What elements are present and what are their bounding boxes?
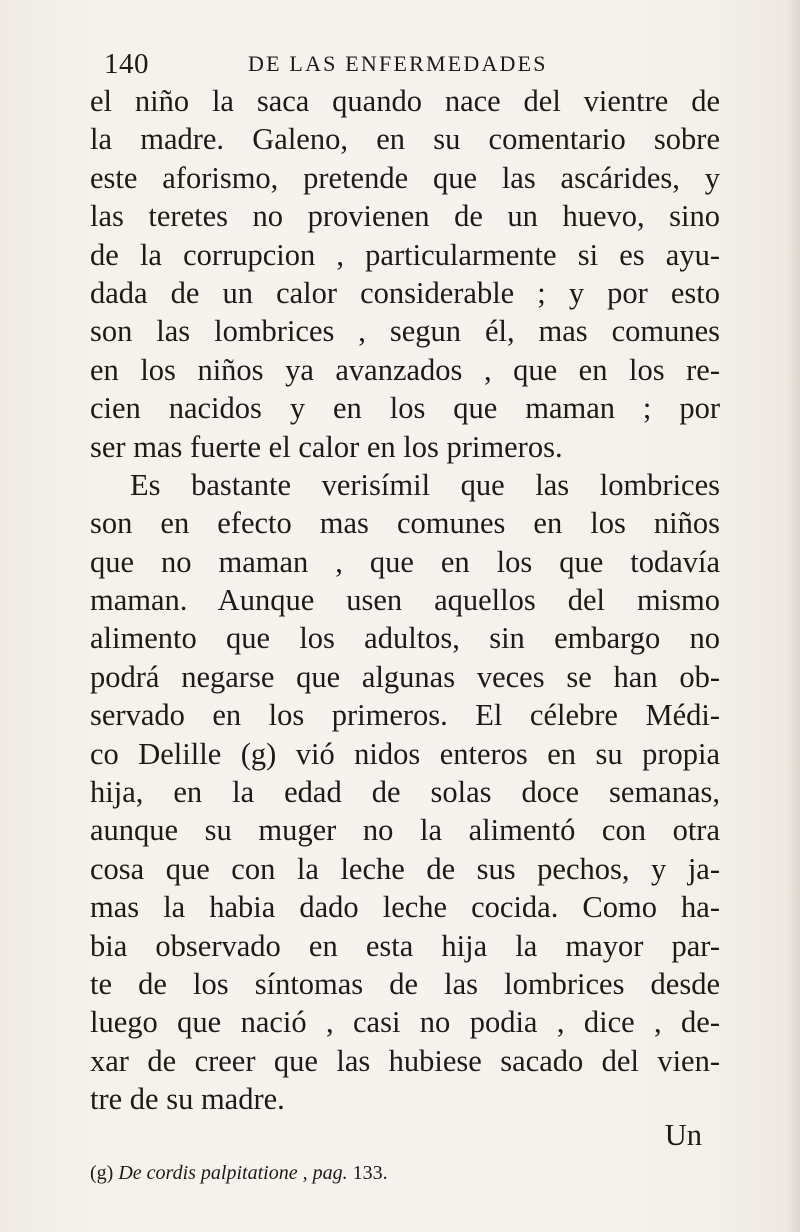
text-line: son en efecto mas comunes en los niños — [90, 506, 720, 541]
text-line: mas la habia dado leche cocida. Como ha- — [90, 890, 720, 925]
text-line: xar de creer que las hubiese sacado del vien- — [90, 1043, 720, 1078]
body-text — [90, 82, 720, 1119]
text-line: tre de su madre. — [90, 1082, 285, 1117]
text-line: aunque su muger no la alimentó con otra — [90, 813, 720, 848]
text-line: co Delille (g) vió nidos enteros en su propia — [90, 736, 720, 771]
text-line: alimento que los adultos, sin embargo no — [90, 621, 720, 656]
text-line: ser mas fuerte el calor en los primeros. — [90, 429, 563, 464]
text-line: son las lombrices , segun él, mas comunes — [90, 314, 720, 349]
text-line: que no maman , que en los que todavía — [90, 544, 720, 579]
text-line: cien nacidos y en los que maman ; por — [90, 391, 720, 426]
text-line: el niño la saca quando nace del vientre de — [90, 84, 720, 118]
text-line: hija, en la edad de solas doce semanas, — [90, 775, 720, 810]
text-line: podrá negarse que algunas veces se han ob- — [90, 659, 720, 694]
text-line: servado en los primeros. El célebre Médi- — [90, 698, 720, 733]
text-line: las teretes no provienen de un huevo, sino — [90, 199, 720, 234]
footnote-page: 133. — [352, 1162, 388, 1184]
catchword: Un — [664, 1118, 702, 1152]
page-number: 140 — [104, 48, 149, 80]
text-line: de la corrupcion , particularmente si es ayu- — [90, 237, 720, 272]
text-line: maman. Aunque usen aquellos del mismo — [90, 583, 720, 618]
text-line: Es bastante verisímil que las lombrices — [130, 467, 720, 502]
running-title: DE LAS ENFERMEDADES — [248, 51, 548, 76]
text-line: dada de un calor considerable ; y por esto — [90, 275, 720, 310]
text-line: te de los síntomas de las lombrices desde — [90, 966, 720, 1001]
footnote-title: De cordis palpitatione , pag. — [118, 1162, 348, 1184]
text-line: luego que nació , casi no podia , dice , de- — [90, 1005, 720, 1040]
text-line: este aforismo, pretende que las ascárides, y — [90, 160, 720, 195]
text-line: cosa que con la leche de sus pechos, y ja- — [90, 851, 720, 886]
text-line: bia observado en esta hija la mayor par- — [90, 928, 720, 963]
footnote — [90, 1162, 388, 1185]
footnote-marker: (g) — [90, 1162, 114, 1184]
text-line: la madre. Galeno, en su comentario sobre — [90, 122, 720, 157]
page-edge-shadow — [786, 0, 800, 1232]
text-line: en los niños ya avanzados , que en los re- — [90, 352, 720, 387]
